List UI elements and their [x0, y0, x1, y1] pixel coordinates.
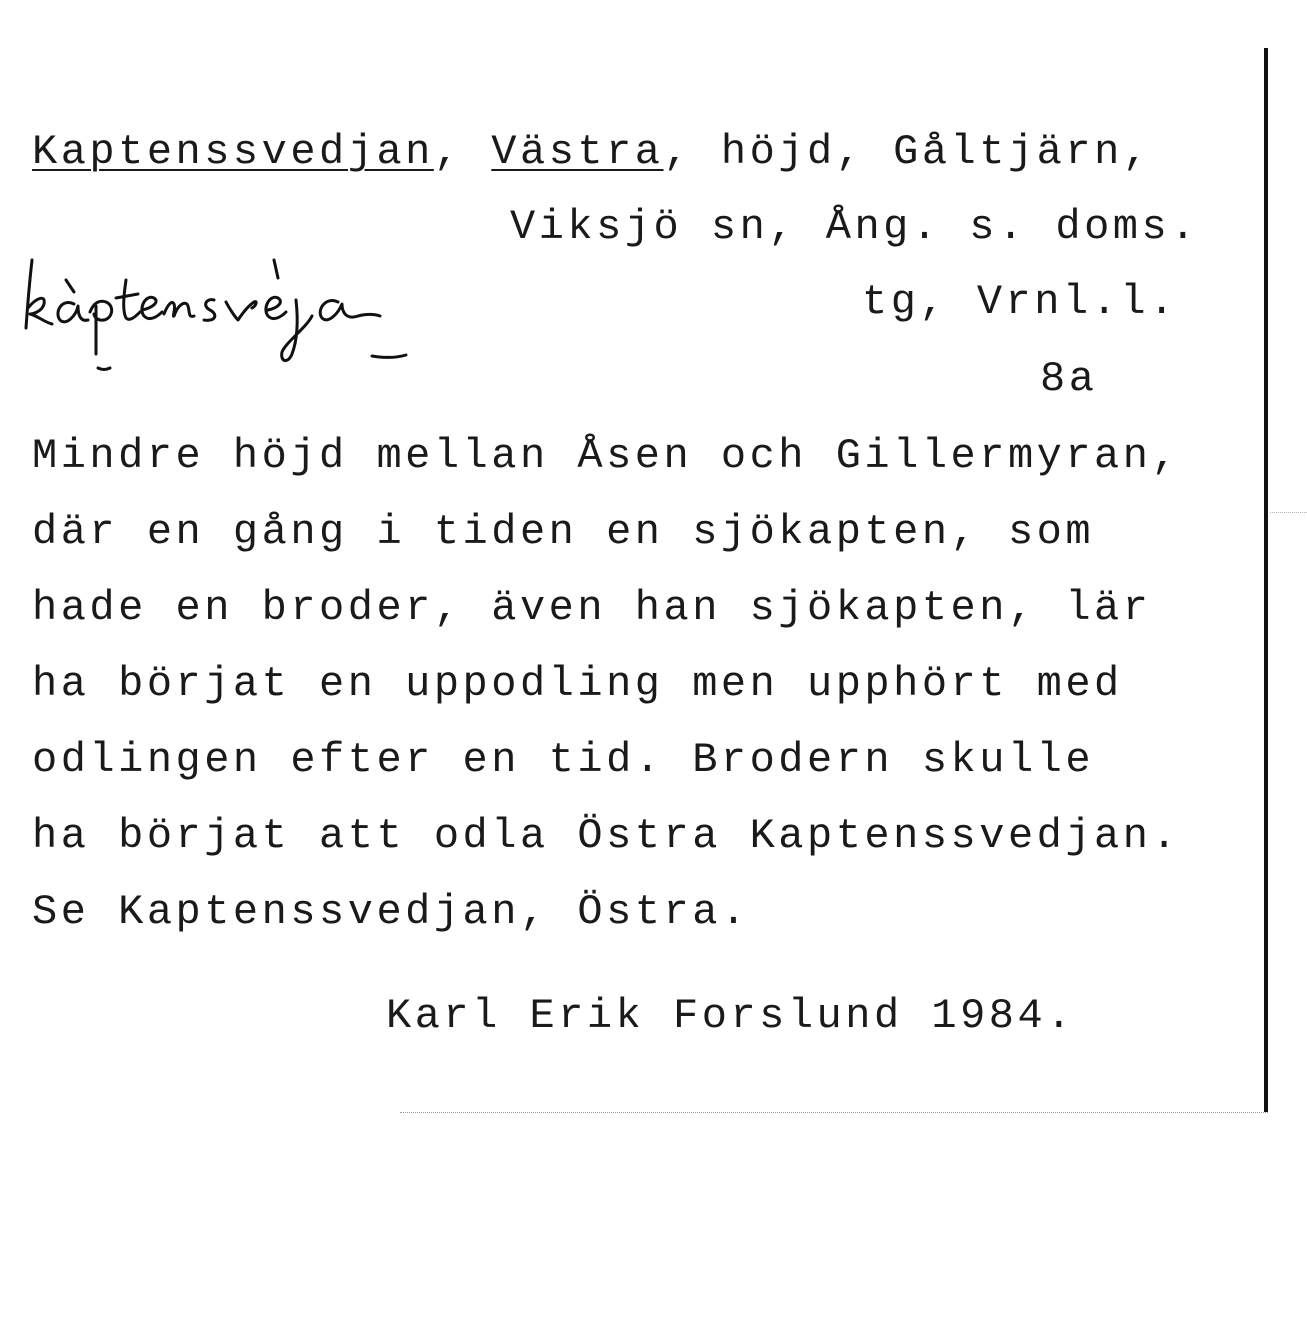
body-line-3: hade en broder, även han sjökapten, lär [32, 584, 1152, 632]
comma-separator: , [433, 128, 492, 176]
card-right-edge [1264, 48, 1268, 1112]
header-line-1 [32, 128, 1152, 176]
place-name: Kaptenssvedjan [32, 128, 434, 176]
handwriting-image [22, 258, 482, 398]
body-line-6: ha börjat att odla Östra Kaptenssvedjan. [32, 812, 1181, 860]
signature: Karl Erik Forslund 1984. [386, 992, 1075, 1040]
header-line-3: tg, Vrnl.l. [862, 278, 1178, 326]
body-line-7: Se Kaptenssvedjan, Östra. [32, 888, 750, 936]
body-line-4: ha börjat en uppodling men upphört med [32, 660, 1123, 708]
header-line-2: Viksjö sn, Ång. s. doms. [510, 203, 1199, 251]
edge-mark [1270, 512, 1307, 514]
card-bottom-edge [400, 1112, 1268, 1114]
header-line-1-rest: , höjd, Gåltjärn, [663, 128, 1152, 176]
place-qualifier: Västra [491, 128, 664, 176]
body-line-1: Mindre höjd mellan Åsen och Gillermyran, [32, 432, 1181, 480]
body-line-2: där en gång i tiden en sjökapten, som [32, 508, 1095, 556]
card-number: 8a [1040, 355, 1098, 403]
handwritten-pronunciation [22, 258, 482, 403]
body-line-5: odlingen efter en tid. Brodern skulle [32, 736, 1095, 784]
